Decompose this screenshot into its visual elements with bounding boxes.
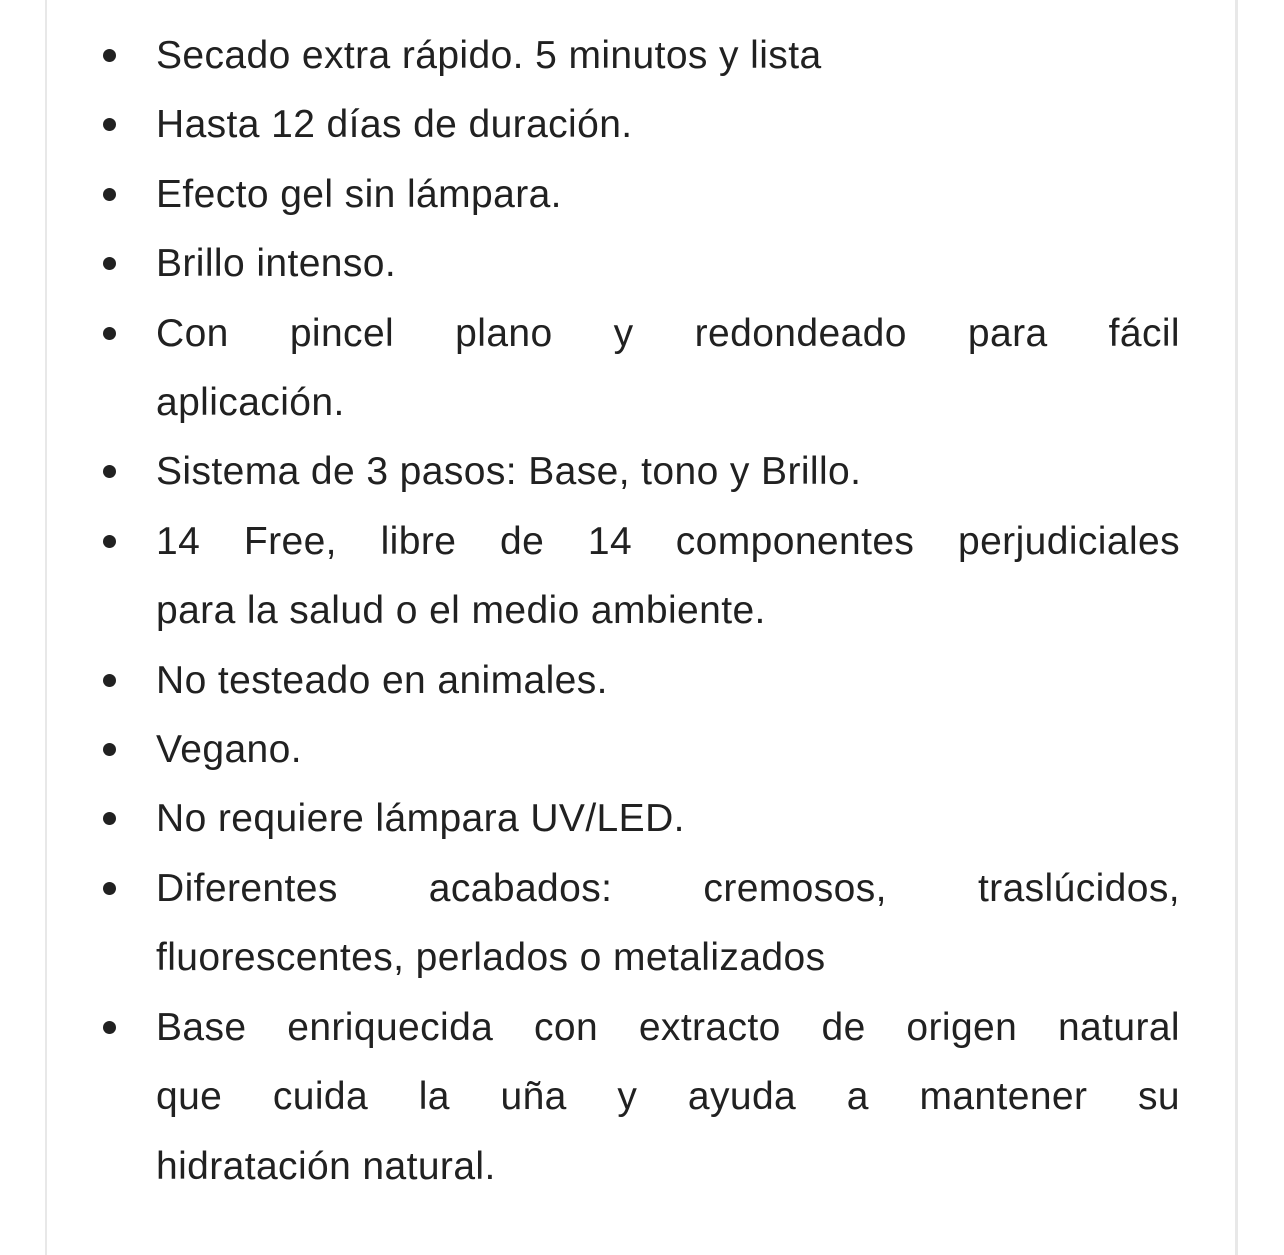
bullet-gutter: [103, 437, 156, 478]
list-item: [103, 854, 1180, 993]
bullet-gutter: [103, 160, 156, 201]
list-item: [103, 437, 1180, 506]
bullet-icon: [103, 743, 116, 756]
bullet-gutter: [103, 854, 156, 895]
feature-line: Con pincel plano y redondeado para fácil: [156, 311, 1180, 355]
right-border-divider: [1235, 0, 1238, 1255]
list-item: [103, 90, 1180, 159]
feature-text: [156, 90, 1180, 159]
feature-line: Base enriquecida con extracto de origen natural: [156, 1005, 1180, 1049]
bullet-icon: [103, 1021, 116, 1034]
feature-line: para la salud o el medio ambiente.: [156, 589, 766, 633]
feature-line: Diferentes acabados: cremosos, traslúcidos,: [156, 866, 1180, 910]
bullet-gutter: [103, 90, 156, 131]
list-item: [103, 21, 1180, 90]
list-item: [103, 784, 1180, 853]
bullet-gutter: [103, 784, 156, 825]
bullet-gutter: [103, 21, 156, 62]
bullet-icon: [103, 118, 116, 131]
feature-text: [156, 299, 1180, 438]
bullet-icon: [103, 257, 116, 270]
list-item: [103, 160, 1180, 229]
bullet-icon: [103, 49, 116, 62]
feature-text: [156, 784, 1180, 853]
bullet-gutter: [103, 507, 156, 548]
feature-line: Secado extra rápido. 5 minutos y lista: [156, 34, 822, 77]
bullet-icon: [103, 674, 116, 687]
bullet-icon: [103, 535, 116, 548]
list-item: [103, 229, 1180, 298]
feature-line: Sistema de 3 pasos: Base, tono y Brillo.: [156, 450, 862, 494]
feature-text: [156, 160, 1180, 229]
feature-line: No requiere lámpara UV/LED.: [156, 797, 685, 841]
list-item: [103, 715, 1180, 784]
bullet-icon: [103, 465, 116, 478]
feature-line: Vegano.: [156, 728, 302, 772]
feature-line: No testeado en animales.: [156, 658, 608, 702]
list-item: [103, 993, 1180, 1201]
bullet-icon: [103, 188, 116, 201]
feature-text: [156, 993, 1180, 1201]
bullet-gutter: [103, 715, 156, 756]
feature-line: aplicación.: [156, 381, 345, 425]
feature-text: [156, 437, 1180, 506]
feature-line: 14 Free, libre de 14 componentes perjudiciales: [156, 519, 1180, 563]
list-item: [103, 646, 1180, 715]
feature-line: Hasta 12 días de duración.: [156, 103, 633, 147]
feature-line: fluorescentes, perlados o metalizados: [156, 936, 826, 980]
feature-text: [156, 646, 1180, 715]
bullet-gutter: [103, 299, 156, 340]
feature-text: [156, 854, 1180, 993]
list-item: [103, 507, 1180, 646]
bullet-gutter: [103, 646, 156, 687]
feature-text: [156, 507, 1180, 646]
feature-text: [156, 715, 1180, 784]
feature-line: Brillo intenso.: [156, 242, 397, 286]
bullet-icon: [103, 882, 116, 895]
feature-line: Efecto gel sin lámpara.: [156, 172, 562, 216]
list-item: [103, 299, 1180, 438]
feature-text: [156, 229, 1180, 298]
feature-list: [103, 21, 1180, 1201]
feature-line: hidratación natural.: [156, 1144, 496, 1188]
bullet-gutter: [103, 229, 156, 270]
feature-line: que cuida la uña y ayuda a mantener su: [156, 1075, 1180, 1119]
bullet-icon: [103, 327, 116, 340]
feature-text: [156, 21, 1180, 90]
bullet-icon: [103, 812, 116, 825]
left-border-divider: [45, 0, 47, 1255]
bullet-gutter: [103, 993, 156, 1034]
